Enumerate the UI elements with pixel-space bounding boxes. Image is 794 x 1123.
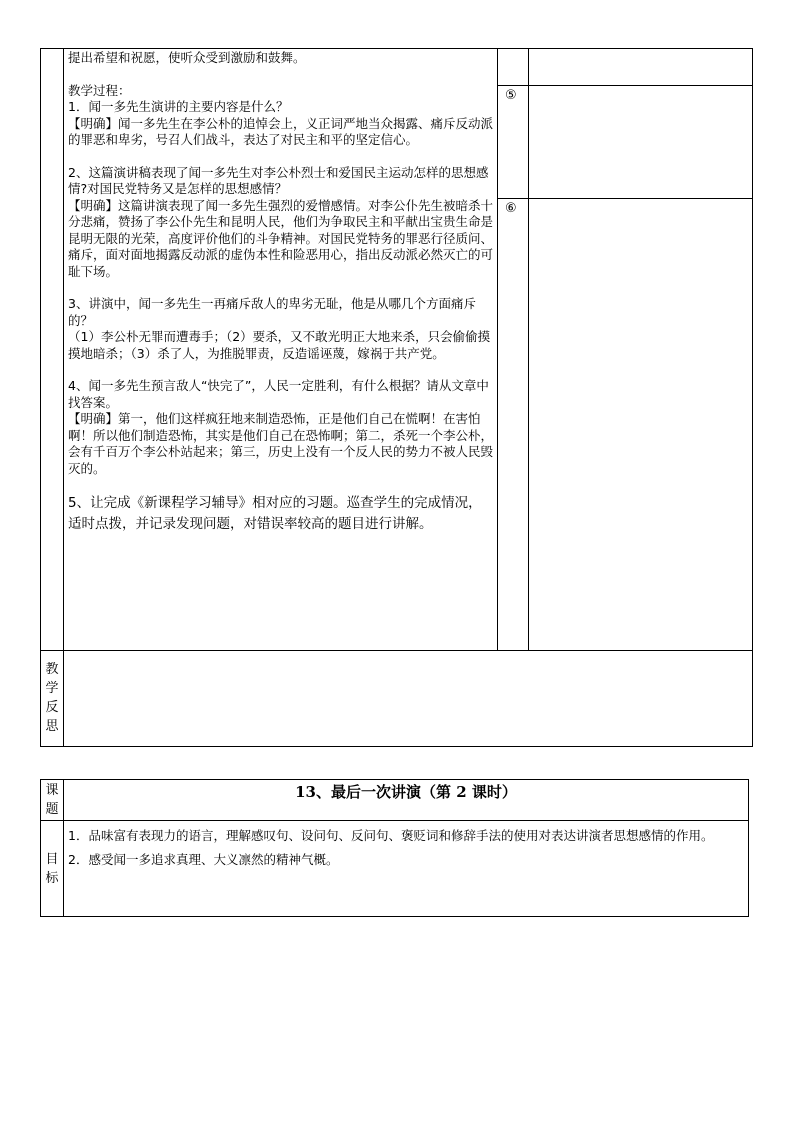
goal-item-2: 2．感受闻一多追求真理、大义凛然的精神气概。: [68, 852, 339, 867]
intro-text: 提出希望和祝愿，使听众受到激励和鼓舞。: [68, 50, 306, 65]
topic-label: 课题: [45, 783, 59, 817]
goals-list: [68, 826, 744, 870]
question-3: 3、讲演中，闻一多先生一再痛斥敌人的卑劣无耻，他是从哪几个方面痛斥的？: [68, 296, 476, 328]
divider-marker-col: [528, 48, 529, 650]
teaching-process-content: [68, 50, 494, 535]
row-line-2: [497, 198, 753, 199]
question-4: 4、闻一多先生预言敌人“快完了”，人民一定胜利，有什么根据？请从文章中找答案。: [68, 378, 489, 410]
divider-content-col: [497, 48, 498, 650]
goal-item-1: 1．品味富有表现力的语言，理解感叹句、设问句、反问句、褒贬词和修辞手法的使用对表达讲演者思想感情的作用。: [68, 828, 714, 843]
question-1: 1．闻一多先生演讲的主要内容是什么？: [68, 99, 289, 114]
row-line-reflection: [40, 650, 753, 651]
step-marker-6: ⑥: [505, 201, 517, 216]
answer-4: 【明确】第一，他们这样疯狂地来制造恐怖，正是他们自己在慌啊！在害怕啊！所以他们制造恐怖，其实是他们自己在恐怖啊；第二，杀死一个李公朴，会有千百万个李公朴站起来；第三，历史上没有一个反人民的势力不被人民毁灭的。: [68, 411, 494, 476]
answer-3: （1）李公朴无罪而遭毒手；（2）要杀，又不敢光明正大地来杀，只会偷偷摸摸地暗杀；（3）杀了人，为推脱罪责，反造谣诬蔑，嫁祸于共产党。: [68, 329, 491, 361]
divider-left-col: [63, 48, 64, 747]
process-heading: 教学过程：: [68, 82, 131, 98]
row-line-1: [497, 85, 753, 86]
row-line-title: [40, 820, 749, 821]
step-marker-5: ⑤: [505, 88, 517, 103]
answer-1: 【明确】闻一多先生在李公朴的追悼会上，义正词严地当众揭露、痛斥反动派的罪恶和卑劣，号召人们战斗，表达了对民主和平的坚定信心。: [68, 115, 494, 147]
answer-2: 【明确】这篇讲演表现了闻一多先生强烈的爱憎感情。对李公仆先生被暗杀十分悲痛，赞扬了李公仆先生和昆明人民，他们为争取民主和平献出宝贵生命是昆明无限的光荣，高度评价他们的斗争精神。对国民党特务的罪恶行径质问、痛斥，面对面地揭露反动派的虚伪本性和险恶用心，指出反动派必然灭亡的可耻下场。: [68, 197, 494, 279]
question-5: 5、让完成《新课程学习辅导》相对应的习题。巡查学生的完成情况，适时点拨，并记录发现问题，对错误率较高的题目进行讲解。: [68, 495, 482, 532]
reflection-label: 教学反思: [45, 662, 59, 734]
lesson-title: 13、最后一次讲演（第 2 课时）: [295, 783, 517, 801]
question-2: 2、这篇演讲稿表现了闻一多先生对李公朴烈士和爱国民主运动怎样的思想感情?对国民党特务又是怎样的思想感情？: [68, 164, 489, 196]
goal-label: 目标: [45, 852, 59, 886]
